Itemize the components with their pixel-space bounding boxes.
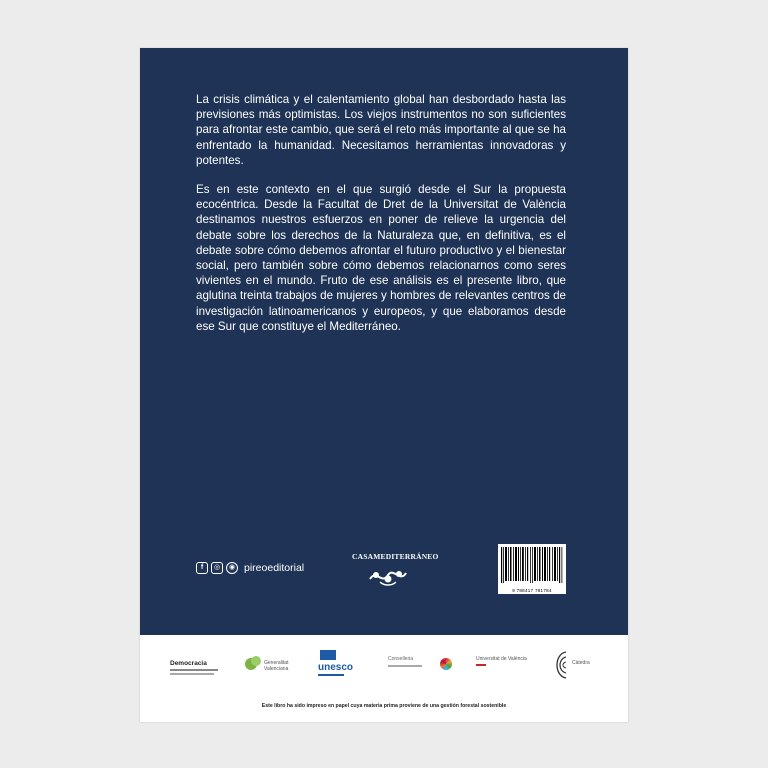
- instagram-icon[interactable]: ◎: [211, 562, 223, 574]
- publisher-name: CASAMEDITERRÁNEO: [352, 552, 439, 561]
- printing-note: Este libro ha sido impreso en papel cuya materia prima proviene de una gestión forestal sostenible: [261, 703, 507, 709]
- sponsor-logo-unesco: unesco: [318, 650, 362, 676]
- ornament-icon: [366, 565, 410, 587]
- facebook-icon[interactable]: f: [196, 562, 208, 574]
- blurb-paragraph-2: Es en este contexto en el que surgió desde el Sur la propuesta ecocéntrica. Desde la Facultat de Dret de la Universitat de València destinamos nuestros esfuerzos en poner de relieve la urgencia del debate sobre los derechos de la Naturaleza que, en definitiva, es el debate sobre cómo debemos afrontar el futuro productivo y el bienestar social, pero también sobre cómo debemos relacionarnos como seres vivientes en el mundo. Fruto de ese análisis es el presente libro, que aglutina treinta trabajos de mujeres y hombres de relevantes centros de investigación latinoamericanos y europeos, y que elaboramos desde ese Sur que constituye el Mediterráneo.: [196, 183, 566, 333]
- sponsor-logos: Democracia Generalitat Valenciana unesco Conselleria Universitat de València Càtedra: [140, 644, 628, 694]
- cover-panel: [140, 48, 628, 635]
- book-back-cover: [140, 48, 628, 722]
- sponsor-logo-democracia: Democracia: [170, 660, 222, 675]
- leaf-icon: [244, 654, 262, 672]
- instagram-icon[interactable]: ◉: [226, 562, 238, 574]
- social-handle: pireoeditorial: [244, 562, 305, 574]
- publisher-logo: [352, 552, 439, 587]
- blurb-paragraph-1: La crisis climática y el calentamiento global han desbordado hasta las previsiones más optimistas. Los viejos instrumentos no son suficientes para afrontar este cambio, que será el reto más importante al que se ha enfrentado la humanidad. Necesitamos herramientas innovadoras y potentes.: [196, 93, 566, 167]
- barcode-bars: [501, 547, 563, 583]
- social-links: [196, 562, 304, 574]
- isbn-barcode: [498, 544, 566, 594]
- barcode-number: 9 788417 781784: [512, 588, 552, 593]
- unesco-temple-icon: [320, 650, 336, 660]
- sponsor-logo-conselleria: Conselleria: [388, 656, 452, 667]
- sdg-wheel-icon: [440, 658, 452, 670]
- sponsor-logo-universitat: Universitat de València: [476, 656, 536, 666]
- back-cover-blurb: [196, 92, 566, 348]
